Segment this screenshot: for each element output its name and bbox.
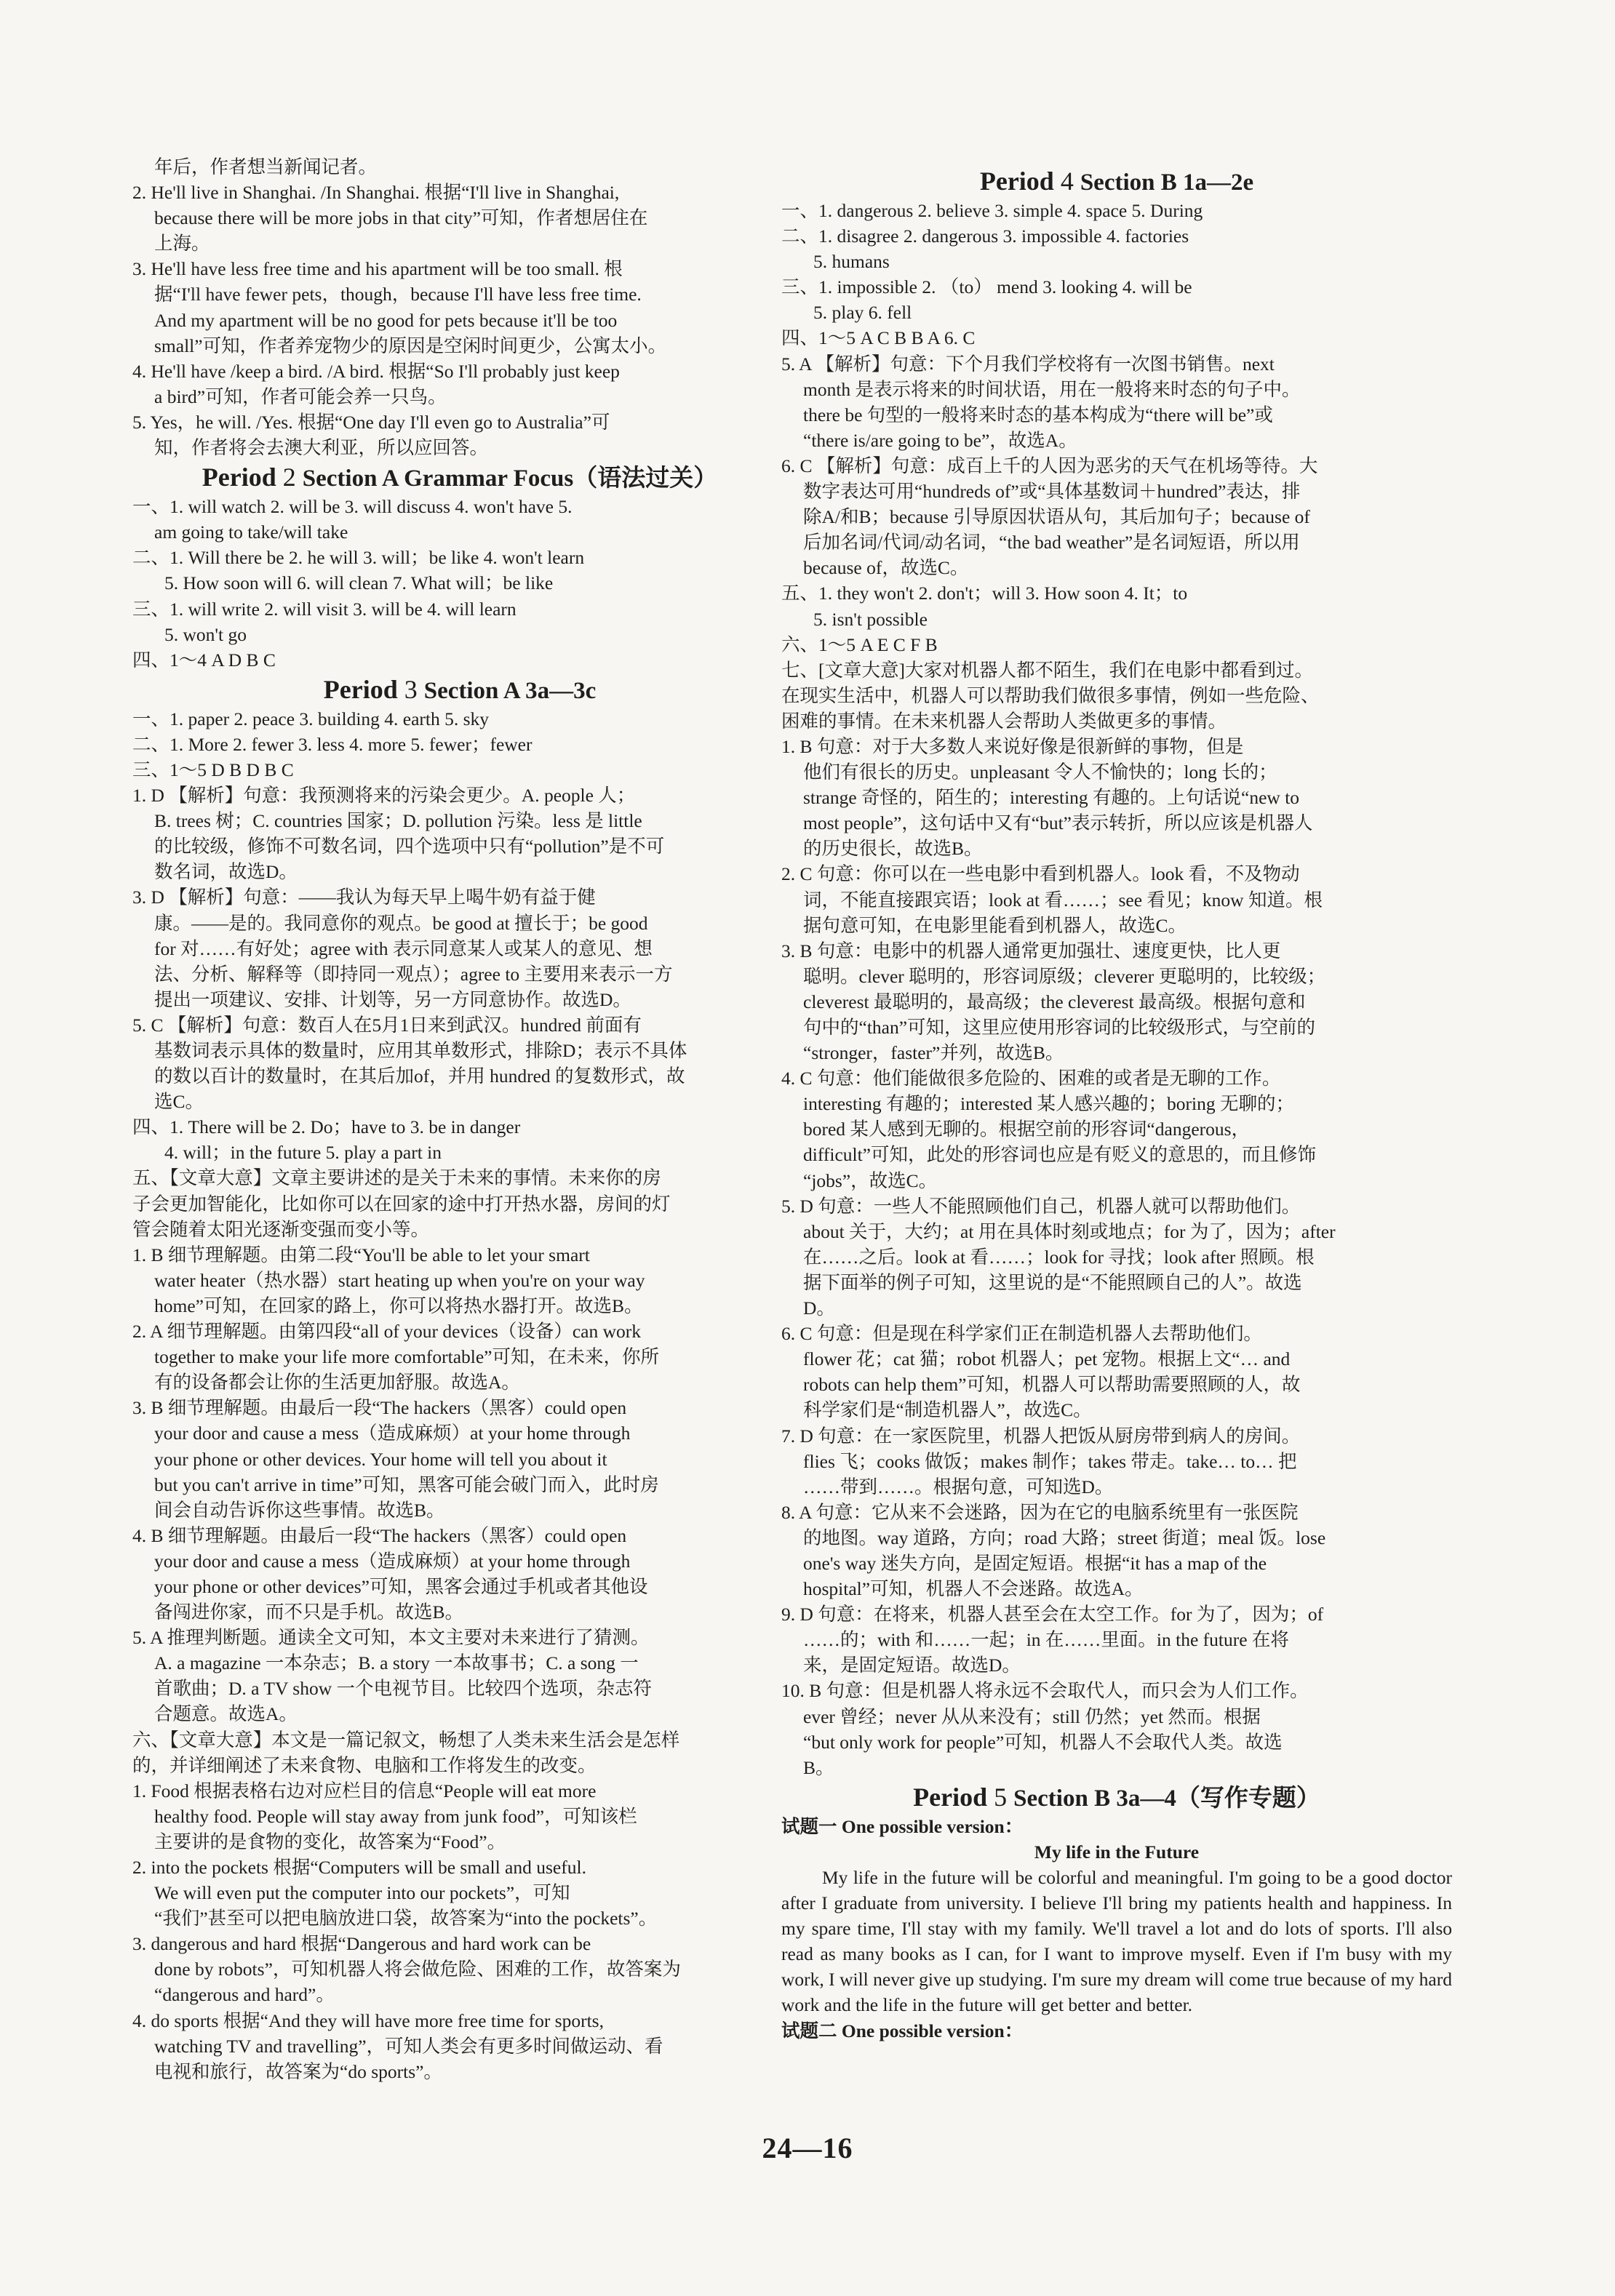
answer-line: 后加名词/代词/动名词，“the bad weather”是名词短语，所以用 bbox=[803, 532, 1300, 553]
answer-line: 二、1. disagree 2. dangerous 3. impossible 4. factories bbox=[781, 225, 1189, 247]
answer-line: A. a magazine 一本杂志；B. a story 一本故事书；C. a song 一 bbox=[154, 1652, 639, 1674]
answer-line: 的历史很长，故选B。 bbox=[803, 838, 983, 860]
answer-line: 3. D 【解析】句意：——我认为每天早上喝牛奶有益于健 bbox=[132, 887, 596, 908]
answer-line: one's way 迷失方向，是固定短语。根据“it has a map of the bbox=[803, 1552, 1267, 1574]
answer-line: your door and cause a mess（造成麻烦）at your home through bbox=[154, 1550, 631, 1572]
answer-line: 首歌曲；D. a TV show 一个电视节目。比较四个选项，杂志符 bbox=[154, 1678, 653, 1700]
answer-line: 的，并详细阐述了未来食物、电脑和工作将发生的改变。 bbox=[132, 1754, 597, 1776]
answer-line: 数名词，故选D。 bbox=[154, 861, 298, 883]
answer-line: 康。——是的。我同意你的观点。be good at 擅长于；be good bbox=[154, 912, 648, 934]
answer-line: 2. C 句意：你可以在一些电影中看到机器人。look 看，不及物动 bbox=[781, 863, 1300, 885]
answer-line: “我们”甚至可以把电脑放进口袋，故答案为“into the pockets”。 bbox=[154, 1908, 658, 1929]
answer-line: 4. B 细节理解题。由最后一段“The hackers（黑客）could open bbox=[132, 1524, 627, 1546]
answer-line: flower 花；cat 猫；robot 机器人；pet 宠物。根据上文“… and bbox=[803, 1348, 1291, 1370]
subheading: 试题二 One possible version： bbox=[781, 2020, 1024, 2041]
answer-line: 数字表达可用“hundreds of”或“具体基数词＋hundred”表达，排 bbox=[803, 481, 1301, 503]
answer-line: 5. play 6. fell bbox=[813, 302, 912, 324]
answer-line: 据“I'll have fewer pets，though，because I'll have less free time. bbox=[154, 284, 642, 305]
period-word: Period bbox=[913, 1782, 988, 1812]
answer-line: 在现实生活中，机器人可以帮助我们做很多事情，例如一些危险、 bbox=[781, 684, 1320, 706]
answer-line: 1. B 细节理解题。由第二段“You'll be able to let your smart bbox=[132, 1244, 590, 1265]
answer-line: “stronger，faster”并列，故选B。 bbox=[803, 1042, 1064, 1064]
answer-line: 年后，作者想当新闻记者。 bbox=[154, 156, 378, 177]
answer-line: 5. won't go bbox=[164, 623, 247, 645]
answer-line: 5. D 句意：一些人不能照顾他们自己，机器人就可以帮助他们。 bbox=[781, 1195, 1301, 1217]
answer-line: 法、分析、解释等（即持同一观点）；agree to 主要用来表示一方 bbox=[154, 963, 673, 985]
answer-line: 六、【文章大意】本文是一篇记叙文，畅想了人类未来生活会是怎样 bbox=[132, 1729, 680, 1751]
answer-line: 一、1. dangerous 2. believe 3. simple 4. space 5. During bbox=[781, 200, 1203, 221]
answer-line: 三、1. will write 2. will visit 3. will be 4. will learn bbox=[132, 598, 517, 620]
answer-line: flies 飞；cooks 做饭；makes 制作；takes 带走。take… to… 把 bbox=[803, 1450, 1297, 1472]
answer-line: 7. D 句意：在一家医院里，机器人把饭从厨房带到病人的房间。 bbox=[781, 1425, 1301, 1447]
answer-line: 5. humans bbox=[813, 251, 890, 273]
answer-line: bored 某人感到无聊的。根据空前的形容词“dangerous， bbox=[803, 1119, 1251, 1140]
section-heading bbox=[132, 673, 787, 706]
section-title: Section B 3a—4（写作专题） bbox=[1013, 1785, 1320, 1812]
period-number: 4 bbox=[1060, 167, 1074, 196]
answer-line: 3. He'll have less free time and his apartment will be too small. 根 bbox=[132, 258, 623, 280]
answer-line: 据下面举的例子可知，这里说的是“不能照顾自己的人”。故选 bbox=[803, 1271, 1302, 1293]
answer-line: 2. into the pockets 根据“Computers will be small and useful. bbox=[132, 1857, 586, 1878]
section-heading bbox=[132, 460, 787, 494]
answer-line: 聪明。clever 聪明的，形容词原级；cleverer 更聪明的，比较级； bbox=[803, 965, 1326, 987]
answer-line: most people”，这句话中又有“but”表示转折，所以应该是机器人 bbox=[803, 812, 1313, 834]
answer-line: “there is/are going to be”，故选A。 bbox=[803, 429, 1077, 451]
answer-line: 一、1. will watch 2. will be 3. will discuss 4. won't have 5. bbox=[132, 496, 573, 518]
answer-line: month 是表示将来的时间状语，用在一般将来时态的句子中。 bbox=[803, 378, 1301, 400]
answer-line: but you can't arrive in time”可知，黑客可能会破门而入，此时房 bbox=[154, 1473, 659, 1495]
right-column bbox=[781, 154, 1452, 2044]
answer-line: robots can help them”可知，机器人可以帮助需要照顾的人，故 bbox=[803, 1374, 1301, 1396]
answer-line: about 关于，大约；at 用在具体时刻或地点；for 为了，因为；after bbox=[803, 1220, 1336, 1242]
answer-line: your phone or other devices. Your home will tell you about it bbox=[154, 1448, 607, 1470]
answer-line: 基数词表示具体的数量时，应用其单数形式，排除D；表示不具体 bbox=[154, 1040, 687, 1061]
section-heading bbox=[781, 164, 1452, 198]
answer-line: 的地图。way 道路，方向；road 大路；street 街道；meal 饭。lose bbox=[803, 1527, 1326, 1548]
period-number: 2 bbox=[282, 463, 296, 492]
page-number: 24—16 bbox=[762, 2132, 853, 2164]
answer-line: together to make your life more comfortable”可知，在未来，你所 bbox=[154, 1346, 659, 1368]
answer-line: difficult”可知，此处的形容词也应是有贬义的意思的，而且修饰 bbox=[803, 1144, 1316, 1166]
answer-line: 3. B 细节理解题。由最后一段“The hackers（黑客）could open bbox=[132, 1397, 627, 1419]
answer-line: 1. Food 根据表格右边对应栏目的信息“People will eat more bbox=[132, 1780, 597, 1801]
period-word: Period bbox=[323, 674, 398, 704]
answer-line: 4. C 句意：他们能做很多危险的、困难的或者是无聊的工作。 bbox=[781, 1068, 1281, 1089]
period-number: 3 bbox=[404, 674, 418, 704]
section-heading bbox=[781, 1780, 1452, 1814]
answer-line: 二、1. Will there be 2. he will 3. will；be like 4. won't learn bbox=[132, 547, 585, 569]
answer-line: 的比较级，修饰不可数名词，四个选项中只有“pollution”是不可 bbox=[154, 836, 665, 857]
answer-line: 四、1～4 A D B C bbox=[132, 649, 276, 671]
answer-line: 合题意。故选A。 bbox=[154, 1703, 298, 1725]
answer-line: 4. He'll have /keep a bird. /A bird. 根据“So I'll probably just keep bbox=[132, 360, 620, 382]
answer-line: 5. How soon will 6. will clean 7. What will；be like bbox=[164, 572, 554, 594]
essay-body: My life in the future will be colorful and meaningful. I'm going to be a good doctor after I graduate from university. I believe I'll bring my patients health and happiness. In my spare time, I'll stay with my family. We'll travel a lot and do lots of sports. I'll also read as many books as I can, for I want to improve myself. Even if I'm busy with my work, I will never give up studying. I'm sure my dream will come true because of my hard work and the life in the future will get better and better. bbox=[781, 1867, 1452, 2016]
answer-line: 3. B 句意：电影中的机器人通常更加强壮、速度更快，比人更 bbox=[781, 940, 1281, 961]
answer-line: 管会随着太阳光逐渐变强而变小等。 bbox=[132, 1218, 430, 1240]
answer-line: done by robots”，可知机器人将会做危险、困难的工作，故答案为 bbox=[154, 1959, 681, 1980]
answer-line: 10. B 句意：但是机器人将永远不会取代人，而只会为人们工作。 bbox=[781, 1680, 1309, 1702]
answer-line: home”可知，在回家的路上，你可以将热水器打开。故选B。 bbox=[154, 1295, 643, 1316]
answer-line: 上海。 bbox=[154, 233, 210, 255]
answer-line: cleverest 最聪明的，最高级；the cleverest 最高级。根据句意和 bbox=[803, 991, 1306, 1012]
answer-line: water heater（热水器）start heating up when you're on your way bbox=[154, 1269, 645, 1291]
answer-line: healthy food. People will stay away from junk food”，可知该栏 bbox=[154, 1805, 637, 1827]
answer-line: a bird”可知，作者可能会养一只鸟。 bbox=[154, 385, 447, 407]
answer-line: 提出一项建议、安排、计划等，另一方同意协作。故选D。 bbox=[154, 988, 631, 1010]
answer-line: because there will be more jobs in that city”可知，作者想居住在 bbox=[154, 207, 648, 229]
answer-line: 句中的“than”可知，这里应使用形容词的比较级形式，与空前的 bbox=[803, 1017, 1316, 1038]
answer-line: 1. D 【解析】句意：我预测将来的污染会更少。A. people 人； bbox=[132, 785, 636, 807]
period-word: Period bbox=[979, 167, 1054, 196]
answer-line: “dangerous and hard”。 bbox=[154, 1984, 335, 2006]
answer-line: 科学家们是“制造机器人”，故选C。 bbox=[803, 1399, 1092, 1421]
answer-line: 一、1. paper 2. peace 3. building 4. earth 5. sky bbox=[132, 708, 490, 729]
answer-line: your phone or other devices”可知，黑客会通过手机或者其他设 bbox=[154, 1575, 648, 1597]
answer-line: 六、1～5 A E C F B bbox=[781, 633, 938, 655]
answer-line: 选C。 bbox=[154, 1091, 204, 1113]
answer-line: ever 曾经；never 从从来没有；still 仍然；yet 然而。根据 bbox=[803, 1705, 1261, 1727]
answer-line: 除A/和B；because 引导原因状语从句，其后加句子；because of bbox=[803, 506, 1310, 528]
answer-line: 4. do sports 根据“And they will have more free time for sports, bbox=[132, 2009, 604, 2031]
answer-line: 他们有很长的历史。unpleasant 令人不愉快的；long 长的； bbox=[803, 761, 1277, 783]
answer-line: B. trees 树；C. countries 国家；D. pollution 污染。less 是 little bbox=[154, 810, 642, 832]
answer-line: B。 bbox=[803, 1756, 834, 1778]
answer-line: 5. C 【解析】句意：数百人在5月1日来到武汉。hundred 前面有 bbox=[132, 1014, 642, 1036]
answer-line: 5. A 推理判断题。通读全文可知，本文主要对未来进行了猜测。 bbox=[132, 1627, 650, 1649]
answer-line: 5. Yes，he will. /Yes. 根据“One day I'll even go to Australia”可 bbox=[132, 411, 610, 433]
answer-line: your door and cause a mess（造成麻烦）at your home through bbox=[154, 1423, 631, 1444]
answer-line: 间会自动告诉你这些事情。故选B。 bbox=[154, 1499, 445, 1521]
answer-line: 备闯进你家，而不只是手机。故选B。 bbox=[154, 1601, 464, 1623]
left-column bbox=[132, 154, 787, 2084]
answer-line: 在……之后。look at 看……；look for 寻找；look after 照顾。根 bbox=[803, 1246, 1315, 1268]
answer-line: 五、【文章大意】文章主要讲述的是关于未来的事情。未来你的房 bbox=[132, 1167, 661, 1189]
answer-line: “but only work for people”可知，机器人不会取代人类。故选 bbox=[803, 1731, 1283, 1753]
answer-line: because of，故选C。 bbox=[803, 557, 969, 579]
answer-line: 6. C 句意：但是现在科学家们正在制造机器人去帮助他们。 bbox=[781, 1323, 1262, 1345]
answer-line: 电视和旅行，故答案为“do sports”。 bbox=[154, 2060, 442, 2082]
answer-line: 主要讲的是食物的变化，故答案为“Food”。 bbox=[154, 1831, 506, 1852]
answer-line: 的数以百计的数量时，在其后加of，并用 hundred 的复数形式，故 bbox=[154, 1065, 685, 1087]
answer-line: 困难的事情。在未来机器人会帮助人类做更多的事情。 bbox=[781, 710, 1227, 732]
answer-line: 有的设备都会让你的生活更加舒服。故选A。 bbox=[154, 1372, 520, 1393]
answer-line: 6. C 【解析】句意：成百上千的人因为恶劣的天气在机场等待。大 bbox=[781, 455, 1318, 476]
answer-line: 五、1. they won't 2. don't；will 3. How soon 4. It；to bbox=[781, 583, 1188, 604]
answer-line: 三、1～5 D B D B C bbox=[132, 759, 294, 780]
answer-line: 2. A 细节理解题。由第四段“all of your devices（设备）can work bbox=[132, 1321, 642, 1343]
answer-line: ……的；with 和……一起；in 在……里面。in the future 在将 bbox=[803, 1629, 1289, 1651]
answer-line: ……带到……。根据句意，可知选D。 bbox=[803, 1476, 1114, 1497]
essay-title: My life in the Future bbox=[1034, 1841, 1200, 1863]
answer-line: 5. isn't possible bbox=[813, 608, 928, 630]
answer-line: 1. B 句意：对于大多数人来说好像是很新鲜的事物，但是 bbox=[781, 735, 1244, 757]
section-title: Section A Grammar Focus（语法过关） bbox=[302, 465, 718, 492]
subheading: 试题一 One possible version： bbox=[781, 1815, 1024, 1837]
answer-line: there be 句型的一般将来时态的基本构成为“there will be”或 bbox=[803, 404, 1273, 425]
answer-line: 知，作者将会去澳大利亚，所以应回答。 bbox=[154, 437, 489, 459]
answer-line: 四、1～5 A C B B A 6. C bbox=[781, 327, 976, 349]
answer-line: 词，不能直接跟宾语；look at 看……；see 看见；know 知道。根 bbox=[803, 889, 1323, 911]
answer-line: D。 bbox=[803, 1297, 835, 1319]
answer-line: 四、1. There will be 2. Do；have to 3. be in danger bbox=[132, 1116, 521, 1138]
answer-line: And my apartment will be no good for pets because it'll be too bbox=[154, 309, 618, 331]
answer-line: 5. A 【解析】句意：下个月我们学校将有一次图书销售。next bbox=[781, 353, 1275, 375]
section-title: Section B 1a—2e bbox=[1080, 169, 1254, 196]
answer-line: We will even put the computer into our pockets”，可知 bbox=[154, 1882, 570, 1904]
answer-line: 4. will；in the future 5. play a part in bbox=[164, 1142, 442, 1164]
answer-line: 8. A 句意：它从来不会迷路，因为在它的电脑系统里有一张医院 bbox=[781, 1501, 1299, 1523]
answer-line: 2. He'll live in Shanghai. /In Shanghai. 根据“I'll live in Shanghai, bbox=[132, 182, 620, 204]
section-title: Section A 3a—3c bbox=[423, 677, 597, 704]
answer-line: small”可知，作者养宠物少的原因是空闲时间更少，公寓太小。 bbox=[154, 335, 667, 356]
answer-line: hospital”可知，机器人不会迷路。故选A。 bbox=[803, 1578, 1144, 1600]
answer-line: 子会更加智能化，比如你可以在回家的途中打开热水器，房间的灯 bbox=[132, 1193, 671, 1215]
answer-line: 七、[文章大意]大家对机器人都不陌生，我们在电影中都看到过。 bbox=[781, 659, 1313, 681]
answer-line: 来，是固定短语。故选D。 bbox=[803, 1655, 1021, 1676]
answer-line: interesting 有趣的；interested 某人感兴趣的；boring 无聊的； bbox=[803, 1093, 1294, 1115]
period-word: Period bbox=[202, 463, 276, 492]
answer-line: for 对……有好处；agree with 表示同意某人或某人的意见、想 bbox=[154, 937, 653, 959]
answer-line: “jobs”，故选C。 bbox=[803, 1169, 938, 1191]
answer-line: 9. D 句意：在将来，机器人甚至会在太空工作。for 为了，因为；of bbox=[781, 1604, 1324, 1625]
period-number: 5 bbox=[994, 1782, 1008, 1812]
answer-line: 据句意可知，在电影里能看到机器人，故选C。 bbox=[803, 914, 1187, 936]
answer-line: 二、1. More 2. fewer 3. less 4. more 5. fewer；fewer bbox=[132, 733, 533, 755]
answer-line: am going to take/will take bbox=[154, 521, 348, 543]
answer-line: strange 奇怪的，陌生的；interesting 有趣的。上句话说“new to bbox=[803, 787, 1300, 809]
answer-line: watching TV and travelling”，可知人类会有更多时间做运动、看 bbox=[154, 2035, 663, 2057]
answer-line: 三、1. impossible 2. （to） mend 3. looking 4. will be bbox=[781, 276, 1192, 298]
answer-line: 3. dangerous and hard 根据“Dangerous and hard work can be bbox=[132, 1933, 591, 1955]
